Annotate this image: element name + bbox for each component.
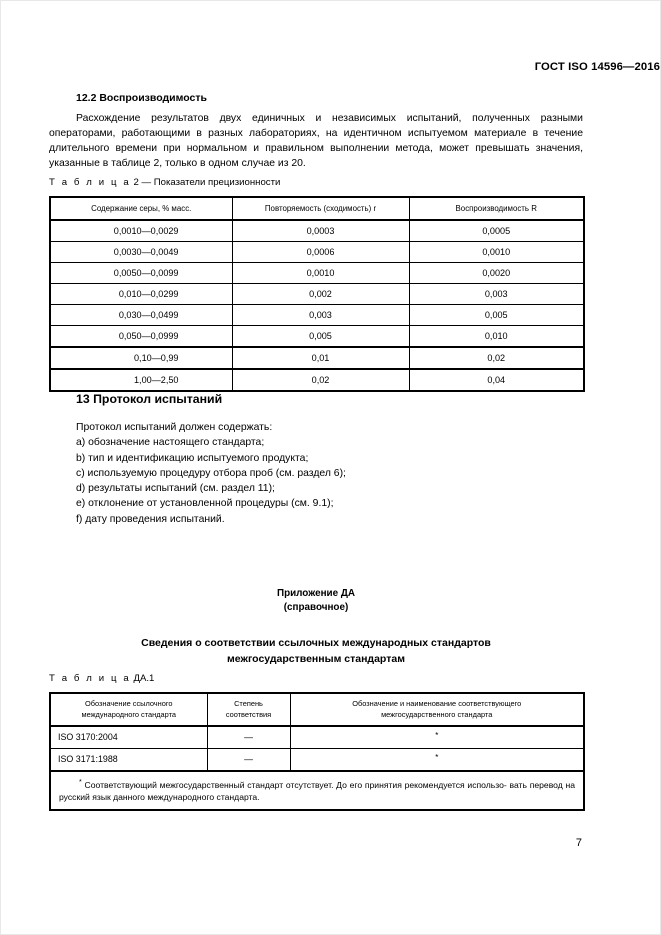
col-header-line-2: соответствия [225, 710, 272, 720]
cell-conformity-degree: — [207, 748, 290, 771]
list-item: f) дату проведения испытаний. [76, 513, 225, 525]
col-header-line-2: межгосударственного стандарта [381, 710, 493, 720]
cell-sulfur-range: 0,050—0,0999 [50, 326, 232, 348]
table-da1-header-row [50, 693, 584, 726]
cell-sulfur-range: 0,10—0,99 [50, 347, 232, 369]
table-row [50, 263, 584, 284]
cell-reproducibility: 0,0020 [409, 263, 584, 284]
cell-repeatability: 0,003 [232, 305, 409, 326]
table-2-col-header-reproducibility: Воспроизводимость R [409, 197, 584, 220]
cell-reference-standard: ISO 3170:2004 [50, 726, 207, 749]
table-2-caption-rest: 2 — Показатели прецизионности [133, 177, 281, 188]
cell-reproducibility: 0,010 [409, 326, 584, 348]
cell-reproducibility: 0,005 [409, 305, 584, 326]
appendix-title-block [49, 635, 583, 667]
cell-repeatability: 0,0010 [232, 263, 409, 284]
cell-repeatability: 0,005 [232, 326, 409, 348]
table-row [50, 242, 584, 263]
cell-conformity-degree: — [207, 726, 290, 749]
list-item: c) используемую процедуру отбора проб (см. раздел 6); [76, 467, 346, 479]
list-item: d) результаты испытаний (см. раздел 11); [76, 483, 275, 495]
cell-sulfur-range: 0,0030—0,0049 [50, 242, 232, 263]
cell-reference-standard: ISO 3171:1988 [50, 748, 207, 771]
list-intro: Протокол испытаний должен содержать: [76, 422, 273, 433]
heading-13: 13 Протокол испытаний [76, 392, 223, 406]
table-da1-footnote [50, 771, 584, 810]
table-2-caption [49, 177, 280, 188]
cell-national-standard [290, 748, 584, 771]
appendix-label-block [49, 587, 583, 614]
cell-sulfur-range: 0,010—0,0299 [50, 284, 232, 305]
table-da1-col-header-conformity-degree [207, 693, 290, 726]
footnote-marker: * [435, 752, 439, 762]
list-item: a) обозначение настоящего стандарта; [76, 437, 265, 449]
cell-sulfur-range: 0,030—0,0499 [50, 305, 232, 326]
running-header-standard-ref: ГОСТ ISO 14596—2016 [534, 61, 660, 73]
table-footnote-row [50, 771, 584, 810]
footnote-text-line-2: вать перевод на русский язык данного международного стандарта. [59, 779, 576, 803]
table-da1-col-header-national-standard [290, 693, 584, 726]
table-2-col-header-repeatability: Повторяемость (сходимость) r [232, 197, 409, 220]
table-da1-col-header-reference-standard [50, 693, 207, 726]
list-item: b) тип и идентификацию испытуемого продукта; [76, 452, 309, 464]
cell-reproducibility: 0,003 [409, 284, 584, 305]
cell-sulfur-range: 0,0050—0,0099 [50, 263, 232, 284]
cell-sulfur-range: 0,0010—0,0029 [50, 220, 232, 242]
list-item: e) отклонение от установленной процедуры (см. 9.1); [76, 498, 334, 510]
table-2-header-row [50, 197, 584, 220]
cell-repeatability: 0,0003 [232, 220, 409, 242]
table-da1-caption-rest: ДА.1 [133, 673, 155, 684]
table-row [50, 326, 584, 348]
cell-repeatability: 0,02 [232, 369, 409, 391]
col-header-line-1: Обозначение и наименование соответствующего [352, 699, 522, 708]
table-da1-caption [49, 673, 154, 684]
table-row [50, 726, 584, 749]
table-row [50, 305, 584, 326]
table-precision-indicators [49, 196, 585, 392]
table-da1-caption-prefix: Т а б л и ц а [49, 673, 131, 684]
cell-reproducibility: 0,02 [409, 347, 584, 369]
table-row [50, 369, 584, 391]
heading-12-2: 12.2 Воспроизводимость [76, 92, 207, 104]
cell-repeatability: 0,01 [232, 347, 409, 369]
appendix-title-line-2: межгосударственным стандартам [227, 653, 405, 666]
table-row [50, 347, 584, 369]
cell-reproducibility: 0,0010 [409, 242, 584, 263]
col-header-line-1: Степень [234, 699, 263, 708]
paragraph-12-2: Расхождение результатов двух единичных и независимых испытаний, полученных разными операторами, работающими в разных лабораториях, на идентичном испытуемом материале в течение длительного времени при нормальном и правильном выполнении метода, может превышать значения, указанные в таблице 2, только в одном случае из 20. [49, 113, 583, 170]
table-row [50, 284, 584, 305]
footnote-marker: * [435, 730, 439, 740]
cell-reproducibility: 0,04 [409, 369, 584, 391]
cell-repeatability: 0,002 [232, 284, 409, 305]
cell-national-standard [290, 726, 584, 749]
table-standards-correspondence [49, 692, 585, 811]
section-13-list [76, 420, 346, 527]
footnote-text-line-1: Соответствующий межгосударственный стандарт отсутствует. До его принятия рекомендуется использо- [84, 779, 507, 790]
page-number: 7 [575, 837, 582, 849]
table-row [50, 220, 584, 242]
cell-sulfur-range: 1,00—2,50 [50, 369, 232, 391]
footnote-marker-icon: * [79, 777, 82, 786]
col-header-line-1: Обозначение ссылочного [85, 699, 173, 708]
appendix-label: Приложение ДА [276, 588, 356, 599]
appendix-type: (справочное) [283, 601, 349, 613]
appendix-title-line-1: Сведения о соответствии ссылочных международных стандартов [141, 637, 491, 649]
col-header-line-2: международного стандарта [81, 710, 176, 720]
table-2-caption-prefix: Т а б л и ц а [49, 177, 131, 188]
table-2-col-header-sulfur: Содержание серы, % масс. [50, 197, 232, 220]
table-row [50, 748, 584, 771]
cell-repeatability: 0,0006 [232, 242, 409, 263]
cell-reproducibility: 0,0005 [409, 220, 584, 242]
